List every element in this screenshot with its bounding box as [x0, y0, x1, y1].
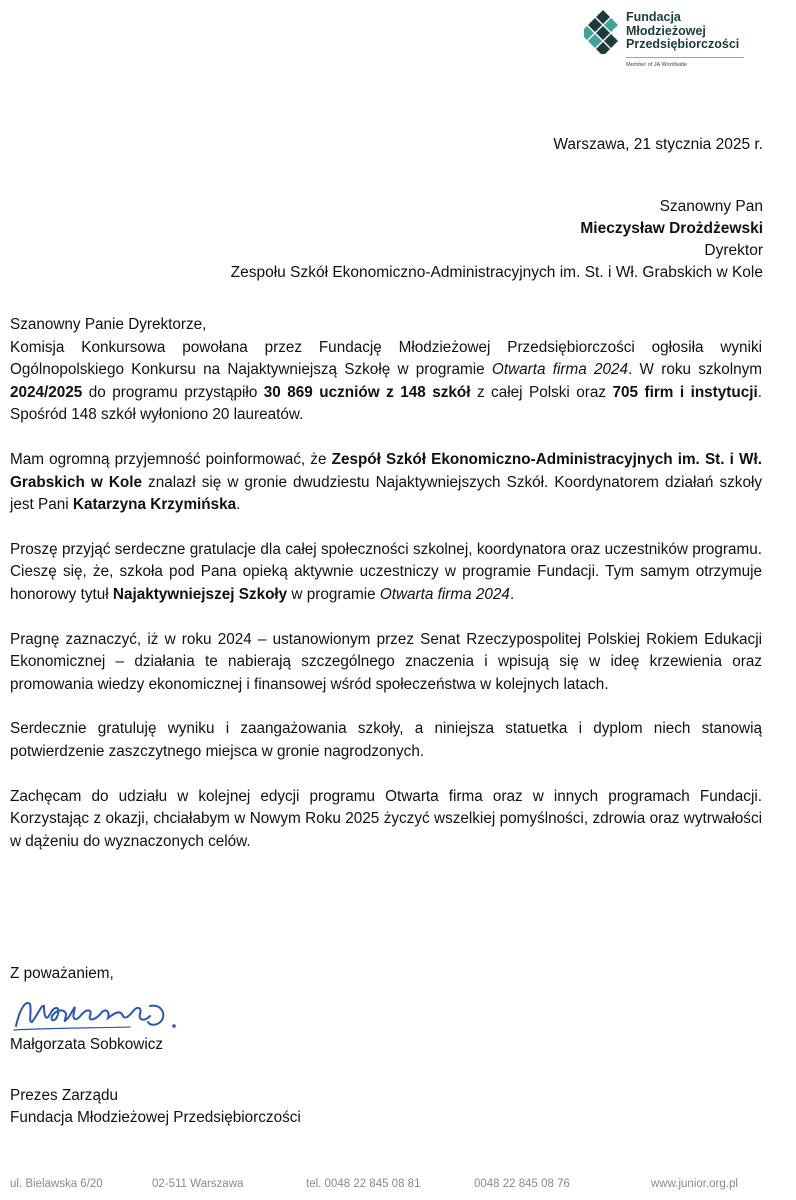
- signatory-name: Małgorzata Sobkowicz: [10, 1036, 164, 1053]
- p3-title: Najaktywniejszej Szkoły: [112, 585, 288, 603]
- signatory-position: Prezes Zarządu: [10, 1087, 118, 1104]
- greeting: Szanowny Panie Dyrektorze,: [10, 316, 207, 333]
- signatory-organization: Fundacja Młodzieżowej Przedsiębiorczości: [10, 1109, 301, 1127]
- handwritten-signature: [10, 992, 200, 1036]
- paragraph-3: [10, 539, 762, 607]
- p2-text-a: Mam ogromną przyjemność poinformować, że: [10, 450, 332, 468]
- p2-text-e: .: [236, 496, 241, 514]
- p1-text-a: Komisja Konkursowa powołana przez Fundację Młodzieżowej Przedsiębiorczości ogłosiła wyniki Ogólnopolskiego Konkursu na Najaktywniejszą Szkołę w programie: [10, 338, 762, 379]
- footer-phone: tel. 0048 22 845 08 81: [306, 1178, 421, 1190]
- footer-street: ul. Bielawska 6/20: [10, 1178, 103, 1190]
- p3-text-e: .: [509, 585, 515, 603]
- p1-text-e: do programu przystąpiło: [82, 383, 264, 401]
- p1-text-i: . Spośród 148 szkół wyłoniono 20 laureatów.: [10, 383, 762, 424]
- fmp-logo-icon: [584, 10, 622, 54]
- recipient-school: Zespołu Szkół Ekonomiczno-Administracyjnych im. St. i Wł. Grabskich w Kole: [230, 264, 763, 281]
- letter-date: Warszawa, 21 stycznia 2025 r.: [553, 136, 763, 153]
- p3-text-c: w programie: [287, 585, 380, 603]
- p2-coordinator: Katarzyna Krzymińska: [72, 496, 237, 514]
- recipient-name: Mieczysław Drożdżewski: [580, 220, 763, 237]
- p2-school-name: Zespół Szkół Ekonomiczno-Administracyjnych im. St. i Wł. Grabskich w Kole: [10, 450, 762, 491]
- logo-line-3: Przedsiębiorczości: [626, 37, 740, 51]
- p3-program-name: Otwarta firma 2024: [379, 585, 510, 603]
- p2-text-c: znalazł się w gronie dwudziestu Najaktywniejszych Szkół. Koordynatorem działań szkoły jest Pani: [10, 473, 762, 514]
- paragraph-6: Zachęcam do udziału w kolejnej edycji programu Otwarta firma oraz w innych programach Fundacji. Korzystając z okazji, chciałabym w Nowym Roku 2025 życzyć wszelkiej pomyślności, zdrowia oraz wytrwałości w dążeniu do wyznaczonych celów.: [10, 787, 762, 850]
- p1-company-count: 705 firm i instytucji: [612, 383, 758, 401]
- paragraph-5: Serdecznie gratuluję wyniku i zaangażowania szkoły, a niniejsza statuetka i dyplom niech stanowią potwierdzenie zaszczytnego miejsca w gronie nagrodzonych.: [10, 720, 762, 760]
- logo-line-1: Fundacja: [626, 10, 681, 24]
- recipient-block: [231, 196, 763, 284]
- footer-website: www.junior.org.pl: [651, 1178, 738, 1190]
- p1-text-c: . W roku szkolnym: [628, 361, 763, 379]
- logo-divider: [626, 57, 744, 58]
- recipient-salutation: Szanowny Pan: [659, 198, 763, 215]
- footer-phone-2: 0048 22 845 08 76: [474, 1178, 570, 1190]
- letterhead-logo: [584, 6, 764, 76]
- logo-line-2: Młodzieżowej: [626, 23, 706, 38]
- paragraph-2: [10, 449, 762, 517]
- letter-footer: [0, 1178, 796, 1196]
- p1-school-year: 2024/2025: [10, 383, 83, 401]
- paragraph-4: Pragnę zaznaczyć, iż w roku 2024 – ustanowionym przez Senat Rzeczypospolitej Polskiej Rokiem Edukacji Ekonomicznej – działania te nabierają szczególnego znaczenia i wpisują się w ideę krzewienia oraz promowania wiedzy ekonomicznej i finansowej wśród społeczeństwa w kolejnych latach.: [10, 630, 762, 693]
- logo-name: [626, 11, 739, 52]
- p1-student-count: 30 869 uczniów z 148 szkół: [263, 383, 471, 401]
- logo-member: Member of JA Worldwide: [626, 62, 688, 68]
- p3-text-a: Proszę przyjąć serdeczne gratulacje dla całej społeczności szkolnej, koordynatora oraz uczestników programu. Cieszę się, że, szkoła pod Pana opieką aktywnie uczestniczy w programie Fundacji. Tym samym otrzymuje honorowy tytuł: [10, 540, 762, 603]
- letter-body: [10, 314, 762, 875]
- p1-text-g: z całej Polski oraz: [470, 383, 613, 401]
- closing: Z poważaniem,: [10, 965, 114, 982]
- recipient-title: Dyrektor: [704, 242, 763, 259]
- footer-city: 02-511 Warszawa: [152, 1178, 244, 1190]
- signatory-role: [10, 1085, 301, 1130]
- paragraph-1: [10, 337, 762, 427]
- p1-program-name: Otwarta firma 2024: [491, 361, 629, 379]
